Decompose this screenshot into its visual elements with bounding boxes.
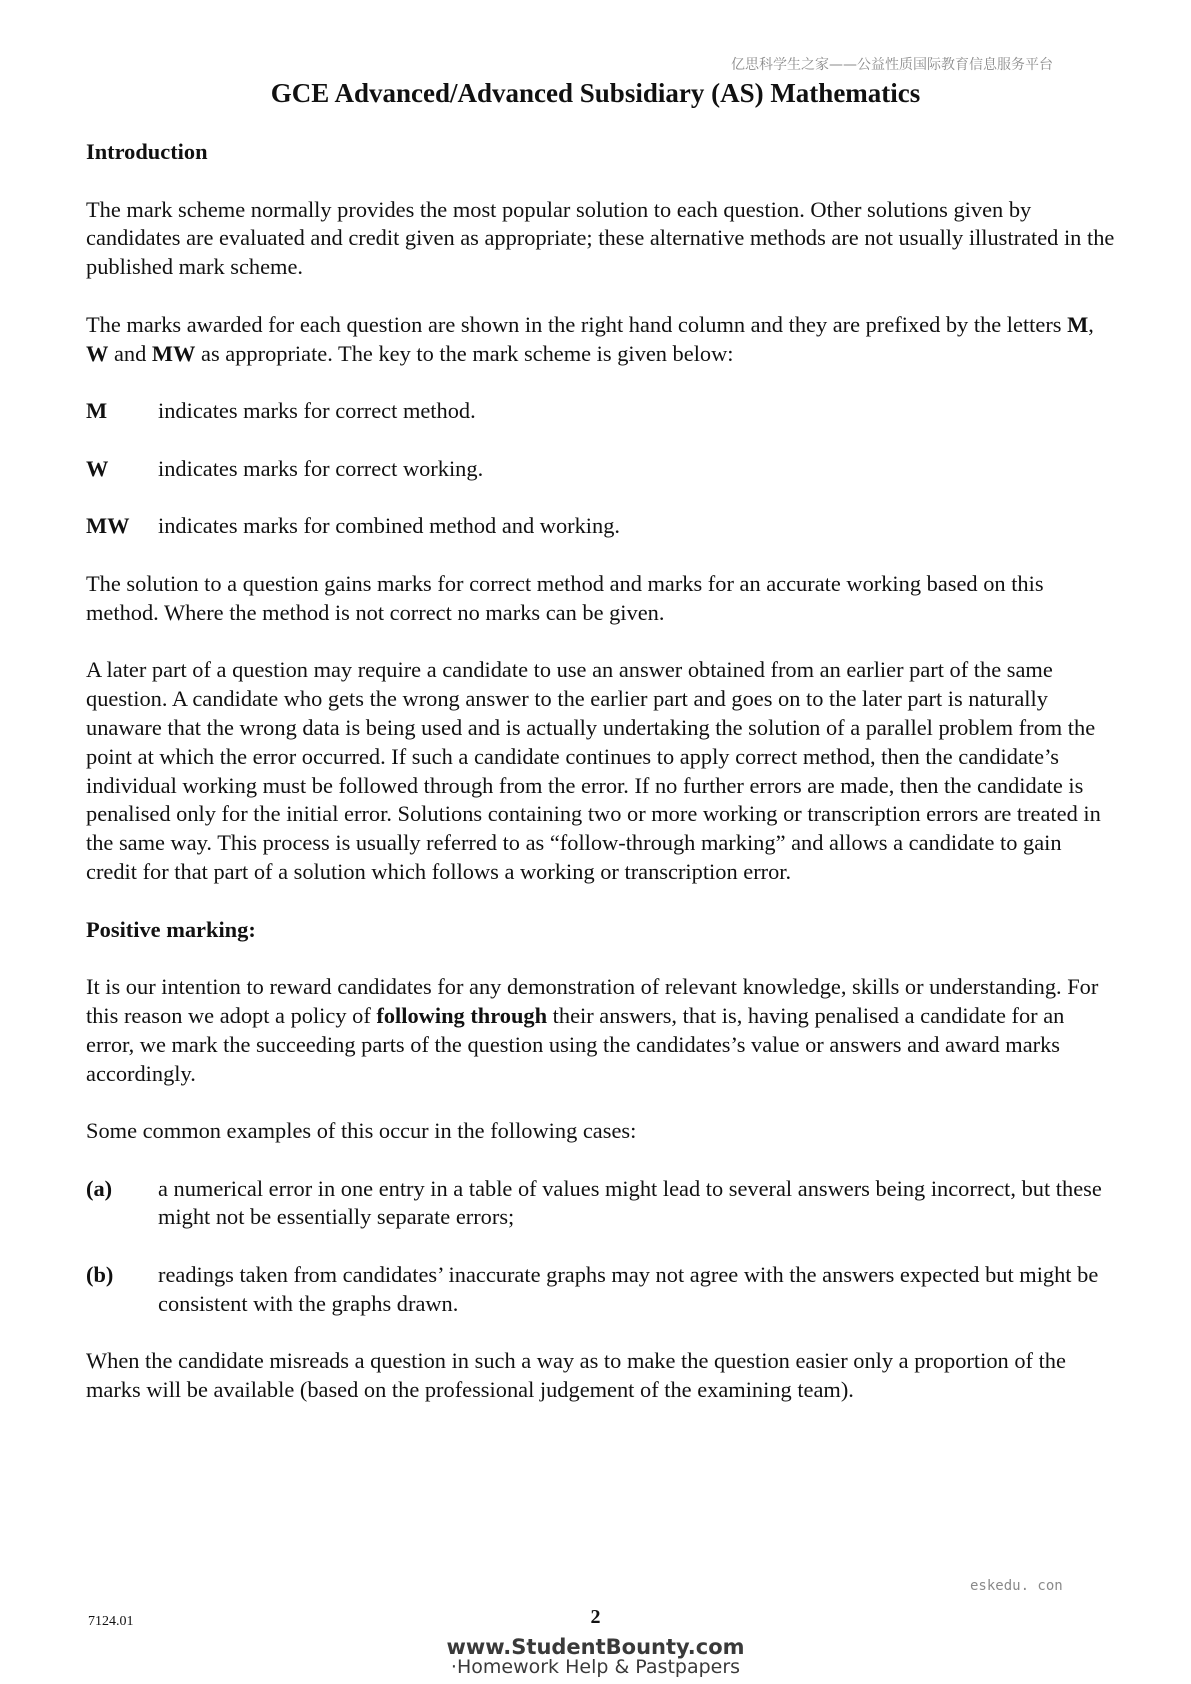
studentbounty-logo [0,1637,1191,1677]
letter-w: W [86,340,109,366]
section-heading-introduction: Introduction [86,139,208,164]
letter-m: M [1067,311,1089,337]
key-term: MW [86,513,130,539]
intro-paragraph-2-text: The marks awarded for each question are shown in the right hand column and they are prefixed by the letters [86,311,1068,337]
document-code: 7124.01 [88,1614,134,1629]
page-number: 2 [590,1606,601,1628]
key-row-mw [86,512,1116,541]
key-row-m [86,397,1116,426]
case-label: (a) [86,1175,113,1201]
intro-paragraph-2-text-end: as appropriate. The key to the mark scheme is given below: [195,340,734,366]
case-text: readings taken from candidates’ inaccurate graphs may not agree with the answers expected but might be consistent with the graphs drawn. [158,1262,1099,1316]
key-term: M [86,398,108,424]
logo-line-tagline: ·Homework Help & Pastpapers [450,1656,741,1678]
key-term: W [86,455,109,481]
case-item-a [86,1175,1116,1233]
positive-paragraph-3: When the candidate misreads a question in such a way as to make the question easier only a proportion of the marks will be available (based on the professional judgement of the examining team). [86,1348,1066,1403]
key-description: indicates marks for correct working. [158,455,484,481]
letter-mw: MW [151,340,196,366]
positive-paragraph-1 [86,973,1116,1088]
case-item-b [86,1261,1116,1319]
body-paragraph-follow-through: A later part of a question may require a candidate to use an answer obtained from an earlier part of the same question. A candidate who gets the wrong answer to the earlier part and goes on to the later part is naturally unaware that the wrong data is being used and is actually undertaking the solution of a parallel problem from the point at which the error occurred. If such a candidate continues to apply correct method, then the candidate’s individual working must be followed through from the error. If no further errors are made, then the candidate is penalised only for the initial error. Solutions containing two or more working or transcription errors are treated in the same way. This process is usually referred to as “follow-through marking” and allows a candidate to gain credit for that part of a solution which follows a working or transcription error. [86,657,1101,884]
key-description: indicates marks for combined method and working. [158,513,621,539]
separator: , [1088,311,1094,337]
intro-paragraph-1: The mark scheme normally provides the most popular solution to each question. Other solutions given by candidates are evaluated and credit given as appropriate; these alternative methods are not usually illustrated in the published mark scheme. [86,196,1115,280]
following-through-emphasis: following through [376,1002,548,1028]
page-title: GCE Advanced/Advanced Subsidiary (AS) Mathematics [270,78,921,108]
header-watermark: 亿思科学生之家——公益性质国际教育信息服务平台 [731,57,1053,73]
case-label: (b) [86,1262,114,1288]
body-paragraph-method: The solution to a question gains marks for correct method and marks for an accurate working based on this method. Where the method is not correct no marks can be given. [86,570,1044,625]
section-heading-positive-marking: Positive marking: [86,916,256,942]
key-description: indicates marks for correct method. [158,398,476,424]
separator: and [108,340,152,366]
case-text: a numerical error in one entry in a table of values might lead to several answers being incorrect, but these might not be essentially separate errors; [158,1175,1102,1230]
positive-paragraph-1-text: It is our intention to reward candidates for any demonstration of relevant knowledge, skills or understanding. For this reason we adopt a policy of [86,974,1099,1028]
positive-paragraph-2: Some common examples of this occur in the following cases: [86,1118,637,1144]
intro-paragraph-2 [86,311,1116,369]
logo-line-url: www.StudentBounty.com [446,1635,745,1659]
key-row-w [86,455,1116,484]
positive-paragraph-1-text-end: their answers, that is, having penalised a candidate for an error, we mark the succeeding parts of the question using the candidates’s value or answers and award marks accordingly. [86,1002,1065,1086]
document-body [86,138,1116,1434]
footer-watermark: eskedu. con [970,1578,1063,1594]
